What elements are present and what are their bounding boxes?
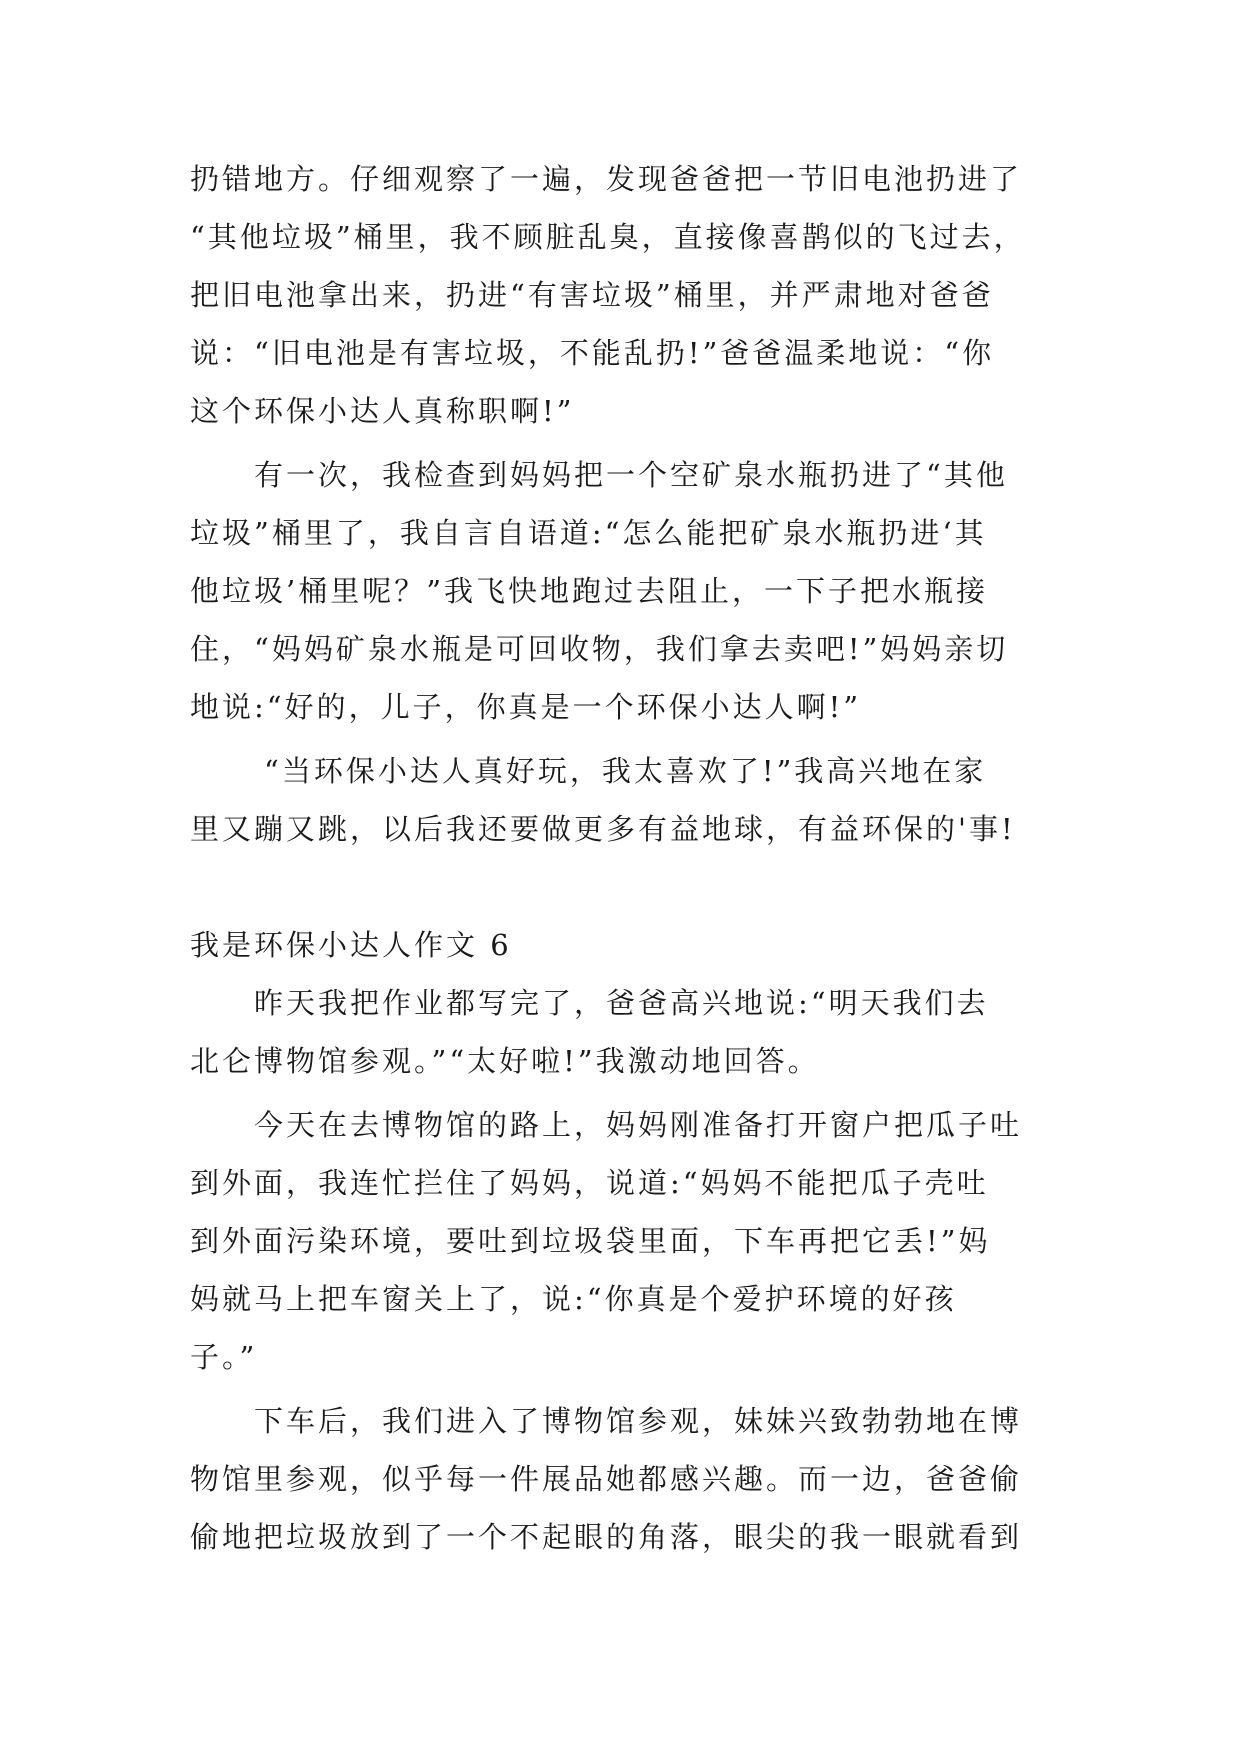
text-line: 说：“旧电池是有害垃圾，不能乱扔!”爸爸温柔地说：“你: [190, 336, 995, 370]
text-line: 扔错地方。仔细观察了一遍，发现爸爸把一节旧电池扔进了: [190, 162, 1023, 196]
paragraph-first-line: 昨天我把作业都写完了，爸爸高兴地说:“明天我们去: [254, 986, 989, 1020]
text-line: 物馆里参观，似乎每一件展品她都感兴趣。而一边，爸爸偷: [190, 1462, 1023, 1496]
text-line: 偷地把垃圾放到了一个不起眼的角落，眼尖的我一眼就看到: [190, 1520, 1023, 1554]
text-line: “其他垃圾”桶里，我不顾脏乱臭，直接像喜鹊似的飞过去，: [190, 220, 1026, 254]
text-line: 到外面，我连忙拦住了妈妈，说道:“妈妈不能把瓜子壳吐: [190, 1166, 989, 1200]
essay-heading: 我是环保小达人作文 6: [190, 928, 512, 962]
paragraph-first-line: 下车后，我们进入了博物馆参观，妹妹兴致勃勃地在博: [254, 1404, 1023, 1438]
paragraph-first-line: 有一次，我检查到妈妈把一个空矿泉水瓶扔进了“其他: [254, 458, 1008, 492]
text-line: 妈就马上把车窗关上了，说:“你真是个爱护环境的好孩: [190, 1282, 957, 1316]
text-line: 里又蹦又跳，以后我还要做更多有益地球，有益环保的'事!: [190, 812, 1016, 846]
text-line: 这个环保小达人真称职啊!”: [190, 394, 575, 428]
text-line: 把旧电池拿出来，扔进“有害垃圾”桶里，并严肃地对爸爸: [190, 278, 994, 312]
text-line: 住，“妈妈矿泉水瓶是可回收物，我们拿去卖吧!”妈妈亲切: [190, 632, 1009, 666]
text-line: 子。”: [190, 1340, 258, 1374]
paragraph-first-line: 今天在去博物馆的路上，妈妈刚准备打开窗户把瓜子吐: [254, 1108, 1023, 1142]
paragraph-first-line: “当环保小达人真好玩，我太喜欢了!”我高兴地在家: [264, 754, 987, 788]
text-line: 垃圾”桶里了，我自言自语道:“怎么能把矿泉水瓶扔进‘其: [190, 516, 987, 550]
text-line: 到外面污染环境，要吐到垃圾袋里面，下车再把它丢!”妈: [190, 1224, 991, 1258]
text-line: 北仑博物馆参观。”“太好啦!”我激动地回答。: [190, 1044, 820, 1078]
text-line: 他垃圾’桶里呢？”我飞快地跑过去阻止，一下子把水瓶接: [190, 574, 989, 608]
text-line: 地说:“好的，儿子，你真是一个环保小达人啊!”: [190, 690, 862, 724]
document-page: [190, 150, 1062, 1566]
